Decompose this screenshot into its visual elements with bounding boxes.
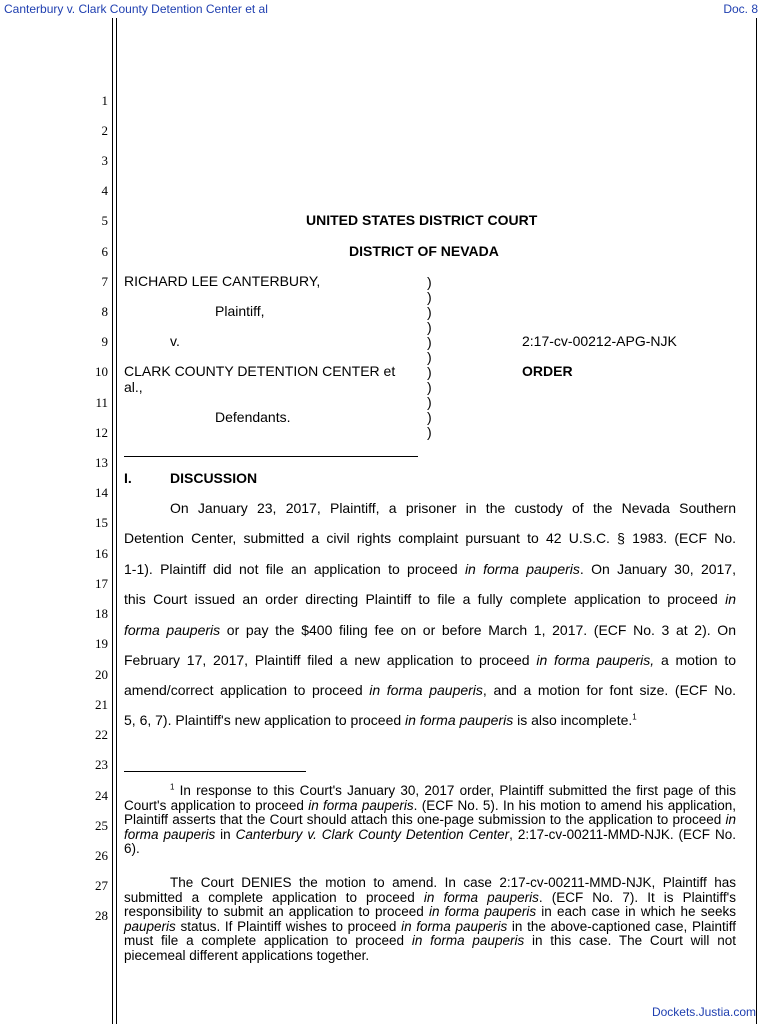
line-number: 13	[95, 455, 108, 470]
defendant-label: Defendants.	[215, 409, 291, 425]
caption-paren: )	[427, 334, 432, 350]
plaintiff-label: Plaintiff,	[215, 303, 265, 319]
body-line: On January 23, 2017, Plaintiff, a prisoner in the custody of the Nevada Southern	[170, 500, 736, 516]
body-line: amend/correct application to proceed in forma pauperis, and a motion for font size. (ECF No.	[124, 682, 736, 698]
line-number: 12	[95, 425, 108, 440]
section-number: I.	[124, 470, 132, 486]
line-number: 7	[101, 274, 108, 289]
case-title-link[interactable]: Canterbury v. Clark County Detention Center et al	[4, 2, 268, 16]
line-number: 17	[95, 576, 108, 591]
line-number: 25	[95, 818, 108, 833]
line-number: 5	[101, 213, 108, 228]
line-number: 3	[101, 153, 108, 168]
versus: v.	[170, 333, 180, 349]
defendant-name-line2: al.,	[124, 379, 143, 395]
body-line: 5, 6, 7). Plaintiff's new application to proceed in forma pauperis is also incomplete.$^1$	[124, 712, 637, 728]
caption-paren: )	[427, 349, 432, 365]
case-number: 2:17-cv-00212-APG-NJK	[522, 333, 677, 349]
footnote-paragraph-1: $^1$ In response to this Court's January 30, 2017 order, Plaintiff submitted the first page of this Court's application to proceed in forma pauperis. (ECF No. 5). In his motion to amend his application, Plaintiff asserts that the Court should attach this one-page submission to the application to proceed in forma pauperis in Canterbury v. Clark County Detention Center, 2:17-cv-00211-MMD-NJK. (ECF No. 6).	[124, 782, 736, 857]
footnote-reference[interactable]: 1	[632, 712, 637, 722]
body-line: forma pauperis or pay the $400 filing fee on or before March 1, 2017. (ECF No. 3 at 2). On	[124, 622, 736, 638]
line-number: 28	[95, 908, 108, 923]
body-line: Detention Center, submitted a civil rights complaint pursuant to 42 U.S.C. § 1983. (ECF No.	[124, 530, 736, 546]
court-name: UNITED STATES DISTRICT COURT	[306, 212, 538, 228]
line-number: 16	[95, 546, 108, 561]
line-number: 23	[95, 757, 108, 772]
caption-paren: )	[427, 289, 432, 305]
caption-paren: )	[427, 409, 432, 425]
line-number: 18	[95, 606, 108, 621]
defendant-name-line1: CLARK COUNTY DETENTION CENTER et	[124, 363, 396, 379]
body-line: this Court issued an order directing Plaintiff to file a fully complete application to proceed in	[124, 591, 736, 607]
line-number: 26	[95, 848, 108, 863]
doc-number-link[interactable]: Doc. 8	[723, 2, 758, 16]
line-number: 9	[101, 334, 108, 349]
section-title: DISCUSSION	[170, 470, 258, 486]
caption-paren: )	[427, 394, 432, 410]
court-district: DISTRICT OF NEVADA	[349, 243, 499, 259]
margin-rule-right	[756, 18, 757, 1024]
caption-paren: )	[427, 424, 432, 440]
line-number: 1	[101, 93, 108, 108]
footnote-paragraph-2: The Court DENIES the motion to amend. In case 2:17-cv-00211-MMD-NJK, Plaintiff has submitted a complete application to proceed in forma pauperis. (ECF No. 7). It is Plaintiff's responsibility to submit an application to proceed in forma pauperis in each case in which he seeks pauperis status. If Plaintiff wishes to proceed in forma pauperis in the above-captioned case, Plaintiff must file a complete application to proceed in forma pauperis in this case. The Court will not piecemeal different applications together.	[124, 875, 737, 963]
document-type: ORDER	[522, 363, 573, 379]
line-number: 11	[95, 395, 108, 410]
line-number: 22	[95, 727, 108, 742]
line-number: 21	[95, 697, 108, 712]
line-number: 10	[95, 364, 108, 379]
margin-rule-left-outer	[112, 18, 113, 1024]
caption-paren: )	[427, 274, 432, 290]
body-line: 1-1). Plaintiff did not file an application to proceed in forma pauperis. On January 30, 2017,	[124, 561, 736, 577]
caption-paren: )	[427, 304, 432, 320]
line-number: 2	[101, 123, 108, 138]
body-line: February 17, 2017, Plaintiff filed a new application to proceed in forma pauperis, a motion to	[124, 652, 736, 668]
footnote-marker: 1	[170, 782, 175, 792]
justia-source-link[interactable]: Dockets.Justia.com	[651, 1005, 756, 1019]
line-number: 15	[95, 515, 108, 530]
plaintiff-name: RICHARD LEE CANTERBURY,	[124, 273, 321, 289]
line-number: 27	[95, 878, 108, 893]
footnote-separator	[124, 771, 306, 772]
line-number: 20	[95, 667, 108, 682]
line-number: 14	[95, 485, 108, 500]
caption-paren: )	[427, 319, 432, 335]
margin-rule-left-inner	[116, 18, 117, 1024]
line-number: 24	[95, 788, 108, 803]
line-number: 4	[101, 183, 108, 198]
caption-underline	[124, 456, 418, 457]
line-number: 19	[95, 636, 108, 651]
line-number: 6	[101, 244, 108, 259]
caption-paren: )	[427, 379, 432, 395]
caption-paren: )	[427, 364, 432, 380]
line-number: 8	[101, 304, 108, 319]
